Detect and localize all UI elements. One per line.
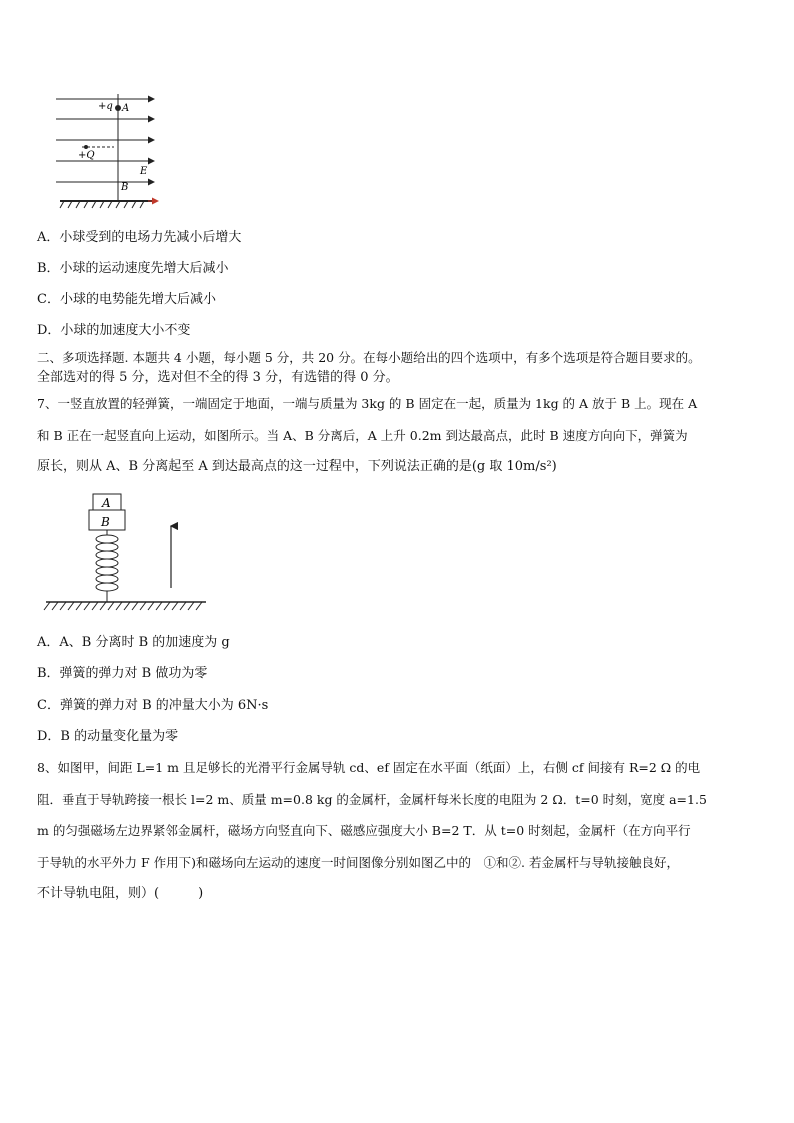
section-heading-1: 二、多项选择题. 本题共 4 小题，每小题 5 分，共 20 分。在每小题给出的四个选项中，有多个选项是符合题目要求的。 — [37, 350, 701, 365]
q7-line-1: 7、一竖直放置的轻弹簧，一端固定于地面，一端与质量为 3kg 的 B 固定在一起，质量为 1kg 的 A 放于 B 上。现在 A — [37, 396, 698, 411]
q8-line-1: 8、如图甲，间距 L=1 m 且足够长的光滑平行金属导轨 cd、ef 固定在水平面（纸面）上，右侧 cf 间接有 R=2 Ω 的电 — [37, 760, 701, 775]
label-B: B — [121, 182, 129, 193]
label-A: A — [122, 103, 130, 114]
q7-line-3: 原长，则从 A、B 分离起至 A 到达最高点的这一过程中，下列说法正确的是(g 取 10m/s²) — [37, 459, 557, 474]
q7-line-2: 和 B 正在一起竖直向上运动，如图所示。当 A、B 分离后，A 上升 0.2m 到达最高点，此时 B 速度方向向下，弹簧为 — [37, 428, 688, 443]
q6-option-d: D．小球的加速度大小不变 — [37, 323, 191, 338]
field-diagram — [52, 94, 172, 214]
q8-line-2: 阻．垂直于导轨跨接一根长 l=2 m、质量 m=0.8 kg 的金属杆，金属杆每米长度的电阻为 2 Ω．t=0 时刻，宽度 a=1.5 — [37, 792, 707, 807]
q8-line-4: 于导轨的水平外力 F 作用下)和磁场向左运动的速度一时间图像分别如图乙中的 ①和②. 若金属杆与导轨接触良好， — [37, 855, 679, 870]
label-E: E — [140, 166, 148, 177]
q6-option-c: C．小球的电势能先增大后减小 — [37, 292, 216, 307]
q7-option-b: B．弹簧的弹力对 B 做功为零 — [37, 666, 208, 681]
q7-option-c: C．弹簧的弹力对 B 的冲量大小为 6N·s — [37, 698, 269, 713]
section-heading-2: 全部选对的得 5 分，选对但不全的得 3 分，有选错的得 0 分。 — [37, 370, 399, 385]
q7-option-a: A．A、B 分离时 B 的加速度为 g — [37, 635, 230, 650]
label-block-A: A — [102, 496, 111, 510]
spring — [96, 530, 118, 602]
spring-diagram — [40, 490, 210, 620]
q8-line-5: 不计导轨电阻，则）( ) — [37, 886, 204, 901]
label-q: +q — [98, 101, 113, 112]
label-block-B: B — [101, 515, 110, 529]
q7-option-d: D．B 的动量变化量为零 — [37, 729, 179, 744]
q6-option-b: B．小球的运动速度先增大后减小 — [37, 261, 229, 276]
ball-A — [115, 105, 121, 111]
q8-line-3: m 的匀强磁场左边界紧邻金属杆，磁场方向竖直向下、磁感应强度大小 B=2 T．从 t=0 时刻起，金属杆（在方向平行 — [37, 823, 691, 838]
q6-option-a: A．小球受到的电场力先减小后增大 — [37, 230, 242, 245]
label-Q: +Q — [78, 150, 95, 161]
charge-Q — [84, 145, 88, 149]
